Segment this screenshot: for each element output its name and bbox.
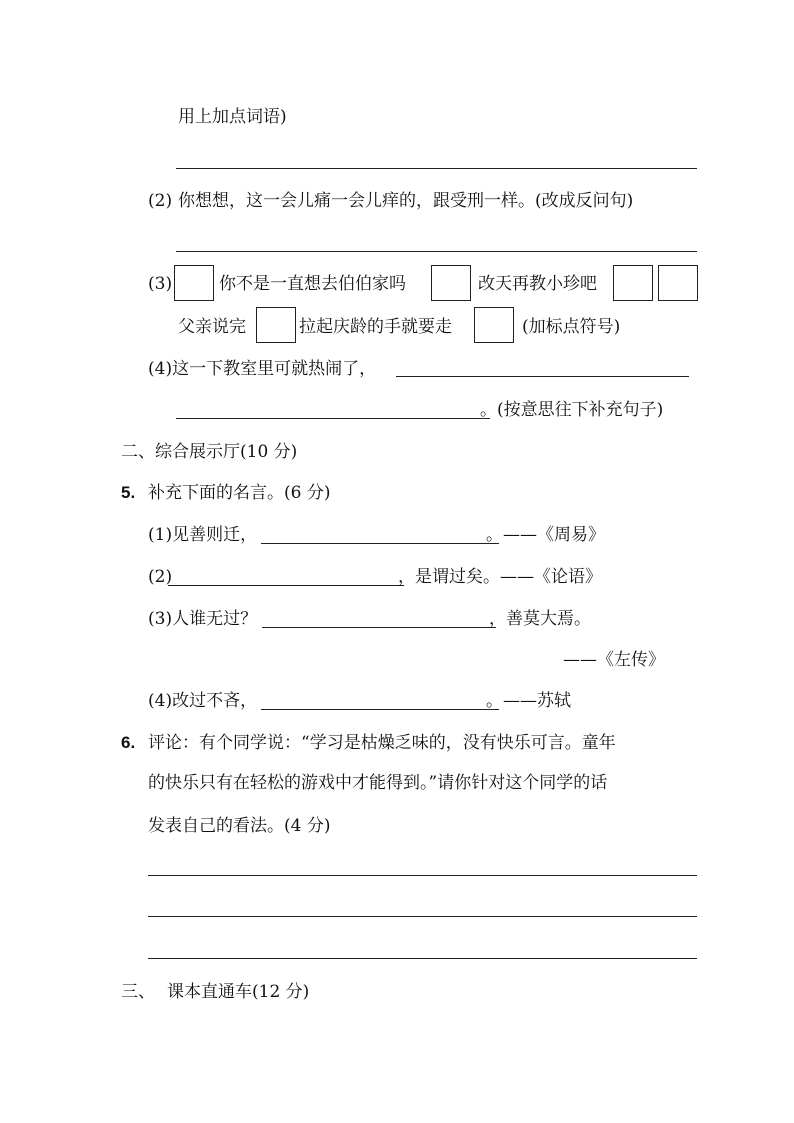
- q4-3-part3: 父亲说完: [178, 317, 246, 337]
- section-2-title: 二、综合展示厅(10 分): [121, 442, 298, 462]
- q6-line-1: 评论：有个同学说：“学习是枯燥乏味的，没有快乐可言。童年: [148, 733, 616, 753]
- section-3-title: 课本直通车(12 分): [167, 982, 310, 1002]
- q4-3-part4: 拉起庆龄的手就要走: [299, 317, 452, 337]
- q5-item-4-post: 。——苏轼: [486, 691, 571, 711]
- punctuation-box-6[interactable]: [474, 307, 514, 343]
- q5-item-1-pre: (1)见善则迁，: [148, 525, 258, 545]
- q5-item-3-post: ，善莫大焉。: [489, 609, 591, 629]
- q4-3-instruction: (加标点符号): [522, 317, 621, 337]
- q4-3-part2: 改天再教小珍吧: [478, 274, 597, 294]
- q4-4-text: (4)这一下教室里可就热闹了，: [148, 359, 377, 379]
- q6-line-3: 发表自己的看法。(4 分): [148, 816, 331, 836]
- punctuation-box-1[interactable]: [174, 265, 214, 301]
- q5-number: 5.: [121, 483, 136, 502]
- answer-line-q4-4a[interactable]: [396, 376, 689, 377]
- answer-line-q5-3[interactable]: [262, 627, 496, 628]
- answer-line-q6-1[interactable]: [148, 875, 697, 876]
- answer-line-q5-4[interactable]: [261, 709, 499, 710]
- punctuation-box-3[interactable]: [613, 265, 653, 301]
- q5-item-3-pre: (3)人谁无过？: [148, 609, 258, 629]
- punctuation-box-5[interactable]: [256, 307, 296, 343]
- q6-line-2: 的快乐只有在轻松的游戏中才能得到。”请你针对这个同学的话: [148, 773, 608, 793]
- q4-2-text: 你想想，这一会儿痛一会儿痒的，跟受刑一样。(改成反问句): [178, 191, 634, 211]
- q4-3-part1: 你不是一直想去伯伯家吗: [219, 274, 406, 294]
- answer-line-q4-1[interactable]: [176, 168, 697, 169]
- q5-item-1-post: 。——《周易》: [486, 525, 605, 545]
- answer-line-q5-1[interactable]: [261, 543, 499, 544]
- answer-line-q4-2[interactable]: [176, 251, 697, 252]
- q5-item-4-pre: (4)改过不吝，: [148, 691, 258, 711]
- q4-3-number: (3): [148, 274, 173, 294]
- q4-1-tail: 用上加点词语): [178, 107, 287, 127]
- punctuation-box-2[interactable]: [431, 265, 471, 301]
- answer-line-q4-4b[interactable]: [176, 418, 490, 419]
- punctuation-box-4[interactable]: [658, 265, 698, 301]
- q5-item-2-pre: (2): [148, 567, 173, 587]
- q4-2-number: (2): [148, 191, 173, 211]
- q5-item-2-post: ，是谓过矣。——《论语》: [398, 567, 602, 587]
- answer-line-q6-2[interactable]: [148, 916, 697, 917]
- answer-line-q5-2[interactable]: [168, 585, 404, 586]
- q4-4-end: 。(按意思往下补充句子): [480, 400, 664, 420]
- q6-number: 6.: [121, 733, 136, 752]
- q5-title: 补充下面的名言。(6 分): [148, 483, 331, 503]
- q5-item-3-source: ——《左传》: [563, 650, 665, 670]
- section-3-number: 三、: [121, 982, 155, 1002]
- answer-line-q6-3[interactable]: [148, 958, 697, 959]
